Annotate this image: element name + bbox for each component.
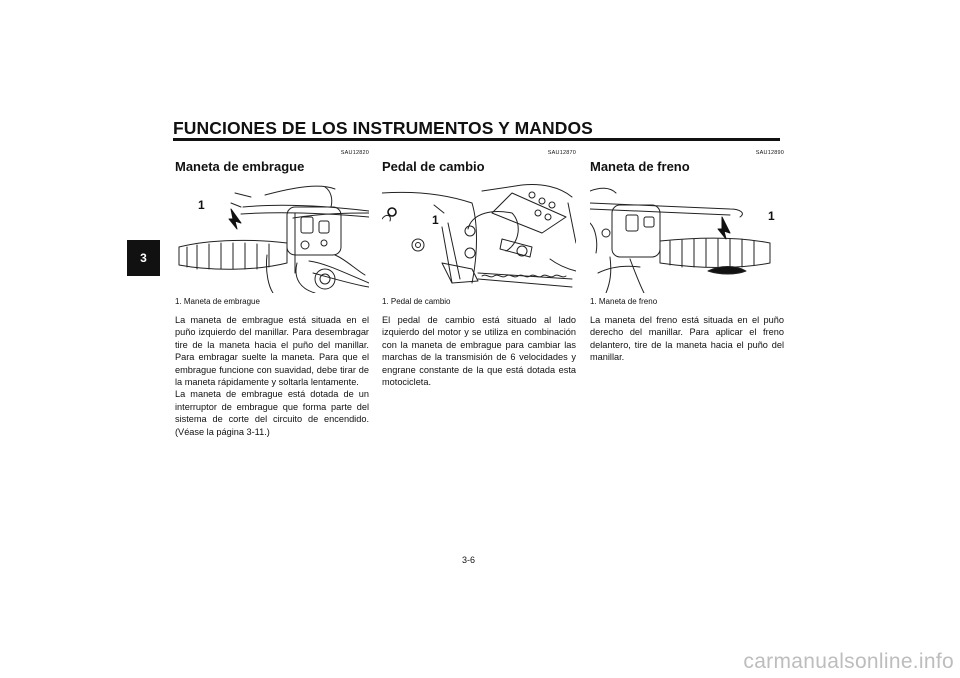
section-code: SAU12870 bbox=[547, 150, 576, 156]
section-title: Pedal de cambio bbox=[382, 159, 485, 174]
page-header-title: FUNCIONES DE LOS INSTRUMENTOS Y MANDOS bbox=[173, 118, 593, 138]
watermark: carmanualsonline.info bbox=[743, 650, 954, 673]
section-shift-pedal bbox=[382, 150, 576, 388]
section-code: SAU12890 bbox=[755, 150, 784, 156]
figure-caption: 1. Maneta de freno bbox=[590, 297, 658, 306]
callout-number bbox=[430, 212, 444, 226]
section-title: Maneta de freno bbox=[590, 159, 690, 174]
chapter-tab: 3 bbox=[127, 240, 160, 276]
figure-caption: 1. Maneta de embrague bbox=[175, 297, 260, 306]
body-paragraph: La maneta del freno está situada en el puño derecho del manillar. Para aplicar el freno delantero, tire de la maneta hacia el puño del manillar. bbox=[590, 315, 784, 363]
section-body bbox=[175, 314, 369, 438]
body-paragraph: La maneta de embrague está dotada de un interruptor de embrague que forma parte del sistema de corte del circuito de encendido. (Véase la página 3-11.) bbox=[175, 389, 369, 437]
callout-number bbox=[766, 208, 780, 222]
svg-text:1: 1 bbox=[198, 198, 205, 211]
header-rule bbox=[173, 138, 780, 141]
brake-lever-illustration bbox=[590, 183, 784, 293]
body-paragraph: La maneta de embrague está situada en el puño izquierdo del manillar. Para desembragar tire de la maneta hacia el puño del manillar. Para embragar suelte la maneta. Para que el embrague funcione con suavidad, debe tirar de la maneta rápidamente y soltarla lentamente. bbox=[175, 315, 369, 388]
page-number: 3-6 bbox=[462, 555, 476, 565]
shift-pedal-illustration bbox=[382, 183, 576, 293]
figure-caption: 1. Pedal de cambio bbox=[382, 297, 451, 306]
section-body bbox=[590, 314, 784, 364]
section-clutch-lever bbox=[175, 150, 369, 438]
clock-symbol-icon bbox=[386, 206, 398, 218]
section-title: Maneta de embrague bbox=[175, 159, 305, 174]
callout-number bbox=[196, 197, 210, 211]
section-code: SAU12820 bbox=[340, 150, 369, 156]
svg-text:1: 1 bbox=[768, 209, 775, 222]
svg-text:1: 1 bbox=[432, 213, 439, 226]
section-brake-lever bbox=[590, 150, 784, 364]
body-paragraph: El pedal de cambio está situado al lado izquierdo del motor y se utiliza en combinación con la maneta de embrague para cambiar las marchas de la transmisión de 6 velocidades y engrane constante de la que está dotada esta motocicleta. bbox=[382, 315, 576, 388]
section-body bbox=[382, 314, 576, 388]
